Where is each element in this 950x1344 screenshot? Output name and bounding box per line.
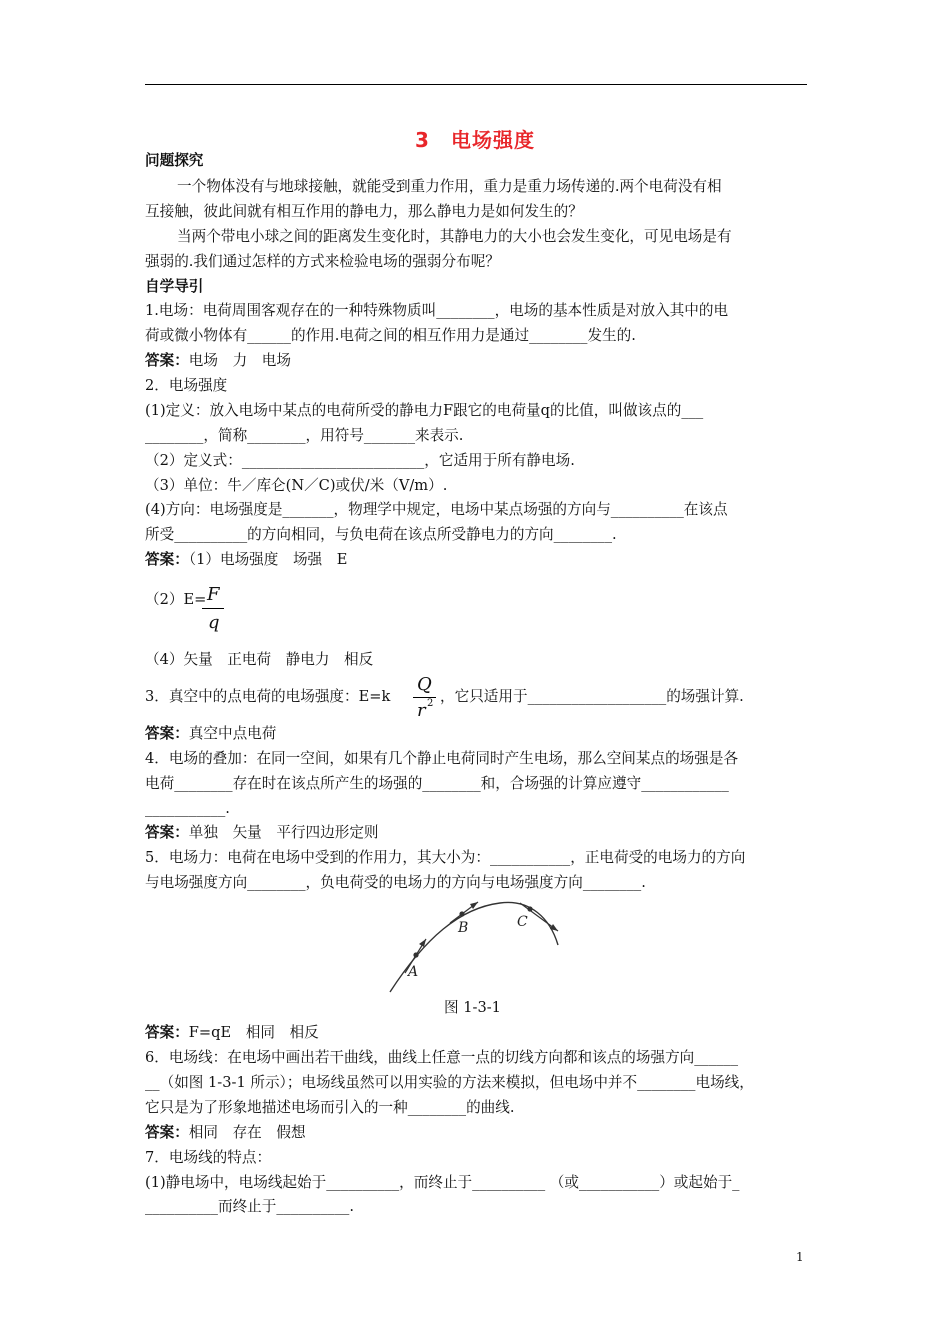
text-line: 它只是为了形象地描述电场而引入的一种________的曲线. <box>145 1099 515 1116</box>
text-line: ___________. <box>145 800 230 817</box>
text-line: 5．电场力：电荷在电场中受到的作用力，其大小为：___________，正电荷受的电场力的方向 <box>145 849 746 866</box>
text-line: 当两个带电小球之间的距离发生变化时，其静电力的大小也会发生变化，可见电场是有 <box>177 228 732 245</box>
text-line: 3．真空中的点电荷的电场强度：E=k <box>145 688 391 705</box>
label-a: A <box>408 964 419 980</box>
answer-text: 相同 存在 假想 <box>188 1124 306 1141</box>
text-line: (1)定义：放入电场中某点的电荷所受的静电力F跟它的电荷量q的比值，叫做该点的___ <box>145 402 704 419</box>
page-number: 1 <box>796 1250 804 1264</box>
section-heading-explore: 问题探究 <box>145 152 204 169</box>
text-line: __________而终止于__________. <box>145 1198 354 1215</box>
formula-denominator: q <box>208 612 220 633</box>
text-line: 荷或微小物体有______的作用.电荷之间的相互作用力是通过________发生的. <box>145 327 636 344</box>
text-line: (1)静电场中，电场线起始于__________，而终止于__________ （或___________）或起始于_ <box>145 1174 740 1191</box>
page-title: 3 电场强度 <box>415 128 535 152</box>
answer-line <box>145 823 379 842</box>
electric-field-line-figure <box>380 893 570 995</box>
text-line: 1.电场：电荷周围客观存在的一种特殊物质叫________，电场的基本性质是对放入其中的电 <box>145 302 729 319</box>
text-line: 4．电场的叠加：在同一空间，如果有几个静止电荷同时产生电场，那么空间某点的场强是各 <box>145 750 739 767</box>
formula-numerator: F <box>207 584 220 605</box>
answer-label: 答案： <box>145 551 189 568</box>
answer-line <box>145 1123 306 1142</box>
text-line: ________，简称________，用符号_______来表示. <box>145 427 464 444</box>
answer-text: 单独 矢量 平行四边形定则 <box>188 824 379 841</box>
formula-denominator: r <box>417 700 426 721</box>
text-line: 所受__________的方向相同，与负电荷在该点所受静电力的方向________. <box>145 526 617 543</box>
formula-exponent: 2 <box>427 698 434 709</box>
answer-line <box>145 550 347 569</box>
text-line: 电荷________存在时在该点所产生的场强的________和，合场强的计算应遵守____________ <box>145 775 729 792</box>
answer-line: （4）矢量 正电荷 静电力 相反 <box>145 651 374 668</box>
text-line: 6．电场线：在电场中画出若干曲线，曲线上任意一点的切线方向都和该点的场强方向______ <box>145 1049 739 1066</box>
answer-label: 答案： <box>145 725 189 742</box>
answer-line: （2）E= <box>145 591 207 608</box>
answer-label: 答案： <box>145 1024 189 1041</box>
answer-line <box>145 351 291 370</box>
text-line: __（如图 1-3-1 所示）；电场线虽然可以用实验的方法来模拟，但电场中并不________电场线， <box>145 1074 754 1091</box>
text-line: （2）定义式：_________________________，它适用于所有静电场. <box>145 452 575 469</box>
text-line: 强弱的.我们通过怎样的方式来检验电场的强弱分布呢？ <box>145 253 500 270</box>
arrowhead-b <box>470 902 478 909</box>
text-line: 互接触，彼此间就有相互作用的静电力，那么静电力是如何发生的？ <box>145 203 583 220</box>
answer-label: 答案： <box>145 352 189 369</box>
label-c: C <box>517 914 528 930</box>
text-line: ，它只适用于___________________的场强计算. <box>440 688 744 705</box>
text-line: 一个物体没有与地球接触，就能受到重力作用，重力是重力场传递的.两个电荷没有相 <box>177 178 722 195</box>
text-line: (4)方向：电场强度是_______，物理学中规定，电场中某点场强的方向与__________在该点 <box>145 501 728 518</box>
answer-text: 电场 力 电场 <box>188 352 291 369</box>
answer-text: F=qE 相同 相反 <box>188 1024 319 1041</box>
answer-text: 真空中点电荷 <box>188 725 277 742</box>
figure-caption: 图 1-3-1 <box>444 999 501 1016</box>
text-line: 7．电场线的特点： <box>145 1149 272 1166</box>
formula-numerator: Q <box>417 674 432 695</box>
section-heading-guide: 自学导引 <box>145 278 204 295</box>
answer-line <box>145 724 276 743</box>
answer-text: （1）电场强度 场强 E <box>188 551 348 568</box>
text-line: 与电场强度方向________，负电荷受的电场力的方向与电场强度方向________. <box>145 874 646 891</box>
fraction-bar <box>202 608 224 609</box>
answer-label: 答案： <box>145 1124 189 1141</box>
header-rule <box>145 84 807 85</box>
text-line: （3）单位：牛／库仑(N／C)或伏/米（V/m）. <box>145 477 448 494</box>
answer-label: 答案： <box>145 824 189 841</box>
answer-line <box>145 1023 319 1042</box>
label-b: B <box>458 920 469 936</box>
text-line: 2．电场强度 <box>145 377 228 394</box>
